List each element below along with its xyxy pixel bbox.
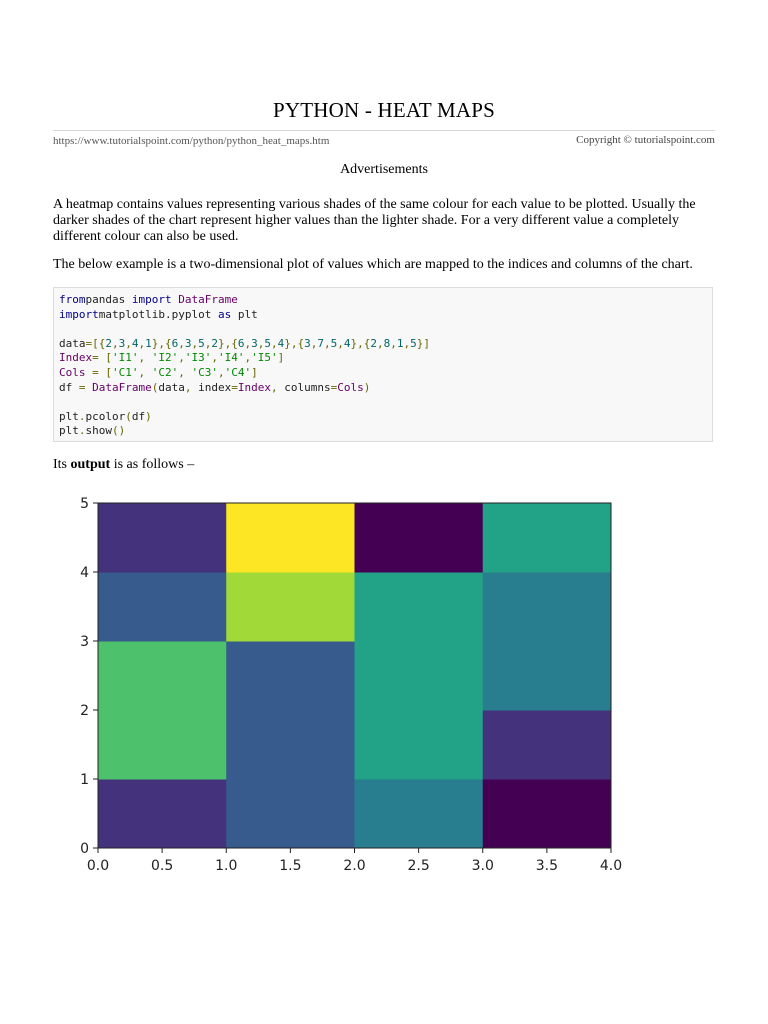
y-tick-label: 3 [80, 634, 89, 650]
code-token: , [138, 365, 152, 379]
code-token: 6 [171, 336, 179, 350]
heatmap-cell [98, 641, 227, 711]
code-token: = [330, 380, 338, 394]
heatmap-chart [60, 490, 640, 885]
heatmap-cell [226, 503, 355, 573]
code-token: 2 [370, 336, 377, 350]
code-token: , [178, 351, 185, 365]
x-tick-label: 0.0 [86, 858, 110, 874]
code-token: data [158, 380, 185, 394]
code-token: , [191, 336, 199, 350]
page-title: PYTHON - HEAT MAPS [273, 98, 495, 122]
code-token: },{ [151, 336, 172, 350]
code-token: import [131, 293, 172, 306]
code-line [59, 351, 712, 366]
code-token: , [270, 380, 285, 394]
code-token: =[{ [85, 336, 106, 350]
code-token: matplotlib.pyplot [98, 307, 218, 321]
heatmap-cell [483, 779, 612, 849]
code-token: df [131, 409, 146, 423]
code-token: 5 [330, 336, 338, 350]
code-token: 4 [277, 336, 285, 350]
code-token: = [ [92, 351, 112, 365]
code-block [53, 287, 713, 442]
code-token: 8 [383, 336, 391, 350]
heatmap-cell [98, 779, 227, 849]
header-divider [53, 130, 715, 131]
code-token: Index [237, 380, 271, 394]
code-token: Index [59, 351, 93, 365]
code-token: 3 [251, 336, 258, 350]
code-token: , [257, 336, 265, 350]
heatmap-cell [483, 503, 612, 573]
code-token: , [271, 336, 278, 350]
code-token: 7 [317, 336, 324, 350]
code-token: 2 [211, 336, 218, 350]
copyright-notice: Copyright © tutorialspoint.com [576, 134, 715, 146]
code-token: plt [59, 424, 79, 438]
source-url[interactable]: https://www.tutorialspoint.com/python/python_heat_maps.htm [53, 135, 330, 147]
code-line [59, 322, 712, 337]
code-token: 4 [343, 336, 351, 350]
code-token: () [112, 424, 126, 438]
code-token: data [59, 336, 86, 350]
code-token: 'I2' [151, 351, 179, 365]
code-token: df [59, 380, 79, 394]
code-token: show [85, 424, 112, 438]
code-line [59, 366, 712, 381]
code-token: 'I1' [112, 351, 139, 365]
output-suffix: is as follows – [110, 457, 195, 472]
code-token: , [178, 365, 192, 379]
code-token: as [217, 307, 232, 321]
heatmap-cell [98, 503, 227, 573]
code-token: . [78, 409, 86, 423]
y-tick-label: 2 [80, 703, 89, 719]
code-token: plt [59, 409, 79, 423]
code-token: DataFrame [171, 293, 238, 306]
code-token: pandas [85, 293, 132, 306]
code-token: ( [151, 380, 159, 394]
output-caption [53, 457, 194, 473]
output-prefix: Its [53, 457, 71, 472]
heatmap-cell [226, 779, 355, 849]
heatmap-cell [98, 572, 227, 642]
heatmap-cell [226, 641, 355, 711]
code-token: 'C3' [191, 365, 218, 379]
heatmap-cell [226, 710, 355, 780]
code-token: , [244, 351, 252, 365]
code-token: ) [145, 409, 152, 423]
code-token: 1 [145, 336, 152, 350]
code-token: plt [231, 307, 258, 321]
code-token: 3 [304, 336, 311, 350]
code-line [59, 395, 712, 410]
code-token: import [59, 307, 99, 321]
x-tick-label: 3.0 [471, 858, 494, 874]
code-token: 2 [105, 336, 112, 350]
code-token: , [112, 336, 119, 350]
code-token: , [184, 380, 199, 394]
code-token: },{ [218, 336, 238, 350]
code-token: 'C2' [151, 365, 179, 379]
code-token: , [138, 351, 152, 365]
heatmap-cell [483, 641, 612, 711]
code-token: ] [251, 365, 258, 379]
code-token: , [403, 336, 411, 350]
x-tick-label: 1.5 [279, 858, 302, 874]
code-token: },{ [350, 336, 371, 350]
code-token: 3 [118, 336, 126, 350]
heatmap-cell [483, 572, 612, 642]
code-token: = [78, 380, 93, 394]
code-token: pcolor [85, 409, 126, 423]
code-token: , [324, 336, 331, 350]
y-tick-label: 5 [80, 496, 89, 512]
x-tick-label: 1.0 [215, 858, 238, 874]
code-token: Cols [59, 365, 86, 379]
heatmap-cell [355, 641, 484, 711]
heatmap-cell [483, 710, 612, 780]
code-token: . [78, 424, 86, 438]
code-line [59, 424, 712, 439]
code-token: ] [277, 351, 285, 365]
code-token: , [211, 351, 218, 365]
code-token: = [231, 380, 238, 394]
x-tick-label: 3.5 [535, 858, 559, 874]
code-token: 3 [184, 336, 192, 350]
x-tick-label: 0.5 [150, 858, 174, 874]
code-token: , [244, 336, 252, 350]
code-token: 'I5' [251, 351, 278, 365]
code-token: , [310, 336, 318, 350]
code-token: Cols [337, 380, 364, 394]
code-token: , [138, 336, 146, 350]
y-tick-label: 1 [80, 772, 89, 788]
advertisements-label: Advertisements [340, 162, 428, 177]
code-token: },{ [284, 336, 305, 350]
code-token: 'C1' [112, 365, 139, 379]
y-tick-label: 4 [80, 565, 89, 581]
x-tick-label: 2.0 [343, 858, 366, 874]
code-token: DataFrame [92, 380, 152, 394]
code-token: , [337, 336, 344, 350]
code-token: , [390, 336, 397, 350]
code-token: 5 [410, 336, 417, 350]
code-line [59, 410, 712, 425]
code-token: }] [416, 336, 430, 350]
intro-paragraph: A heatmap contains values representing various shades of the same colour for each value to be plotted. Usually the darker shades of the chart represent higher values than the lighter shade. For a very different value a completely different colour can also be used. [53, 197, 696, 244]
code-token: ) [363, 380, 371, 394]
code-token: 6 [237, 336, 245, 350]
code-line [59, 337, 712, 352]
code-token: 'I3' [184, 351, 212, 365]
code-token: 5 [264, 336, 271, 350]
x-tick-label: 4.0 [599, 858, 623, 874]
code-token: , [218, 365, 225, 379]
heatmap-cell [355, 710, 484, 780]
code-line [59, 381, 712, 396]
example-paragraph: The below example is a two-dimensional plot of values which are mapped to the indices and columns of the chart. [53, 257, 693, 272]
code-token: , [178, 336, 185, 350]
code-line [59, 308, 712, 323]
x-tick-label: 2.5 [407, 858, 430, 874]
code-token: = [ [85, 365, 112, 379]
code-token: 5 [198, 336, 205, 350]
code-token: , [204, 336, 212, 350]
heatmap-cell [226, 572, 355, 642]
code-token: 'C4' [224, 365, 252, 379]
code-token: ( [125, 409, 132, 423]
heatmap-cell [355, 779, 484, 849]
code-token: , [377, 336, 384, 350]
heatmap-cell [355, 503, 484, 573]
heatmap-cell [98, 710, 227, 780]
code-token: index [198, 380, 232, 394]
code-line [59, 293, 712, 308]
code-token: 1 [396, 336, 404, 350]
output-bold: output [70, 457, 111, 472]
y-tick-label: 0 [80, 841, 89, 857]
code-token: from [59, 293, 86, 306]
heatmap-cell [355, 572, 484, 642]
code-token: columns [284, 380, 331, 394]
code-token: , [125, 336, 132, 350]
code-token: 'I4' [218, 351, 245, 365]
code-token: 4 [131, 336, 139, 350]
